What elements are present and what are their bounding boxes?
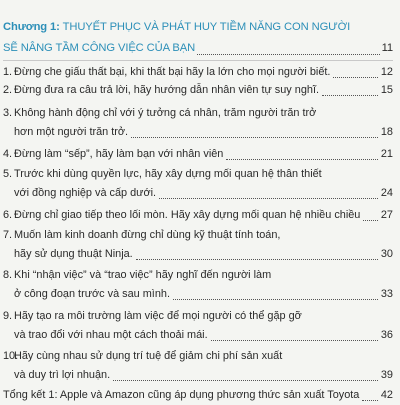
entry-title: Đừng đưa ra câu trả lời, hãy hướng dẫn nhân viên tự suy nghĩ. (14, 84, 319, 96)
entry-page-number: 27 (380, 209, 393, 221)
chapter-title-line-2: SẼ NÂNG TẦM CÔNG VIỆC CỦA BẠN (3, 42, 196, 54)
entry-title-continued: hãy sử dụng thuật Ninja. (14, 248, 133, 260)
entry-title-continued: hơn một người trăn trở. (14, 126, 129, 138)
summary-page-number: 42 (380, 389, 393, 401)
entry-title: Đừng chỉ giao tiếp theo lối mòn. Hãy xây dựng mối quan hệ nhiều chiều (14, 209, 361, 221)
entry-number: 5. (3, 168, 13, 180)
dot-leader (136, 259, 378, 260)
entry-page-number: 15 (380, 84, 393, 96)
entry-title: Không hành động chỉ với ý tưởng cá nhân, trăm người trăn trở (14, 107, 317, 119)
entry-number: 8. (3, 269, 13, 281)
dot-leader (197, 54, 379, 55)
dot-leader (363, 220, 378, 221)
entry-title-continued: và duy trì lợi nhuận. (14, 369, 111, 381)
entry-title: Đừng che giấu thất bại, khi thất bại hãy la lớn cho mọi người biết. (14, 66, 331, 78)
toc-entry-1[interactable] (3, 63, 393, 82)
dot-leader (211, 340, 378, 341)
chapter-divider (3, 60, 393, 61)
entry-title: Trước khi dùng quyền lực, hãy xây dựng mối quan hệ thân thiết (14, 168, 322, 180)
entry-number: 9. (3, 310, 13, 322)
entry-number: 7. (3, 229, 13, 241)
dot-leader (322, 95, 378, 96)
entry-page-number: 39 (380, 369, 393, 381)
toc-entry-2[interactable] (3, 81, 393, 100)
entry-title: Khi “nhận việc” và “trao việc” hãy nghĩ đến người làm (14, 269, 272, 281)
dot-leader (131, 137, 378, 138)
toc-entry-9[interactable] (3, 307, 393, 345)
entry-title: Hãy cùng nhau sử dụng trí tuệ để giảm chi phí sản xuất (14, 350, 283, 362)
entry-page-number: 36 (380, 329, 393, 341)
entry-page-number: 33 (380, 288, 393, 300)
dot-leader (226, 159, 378, 160)
entry-page-number: 18 (380, 126, 393, 138)
entry-number: 6. (3, 209, 13, 221)
dot-leader (113, 380, 378, 381)
chapter-page-number: 11 (381, 42, 393, 54)
dot-leader (173, 299, 378, 300)
dot-leader (159, 198, 378, 199)
entry-number: 10. (3, 350, 19, 362)
chapter-number: Chương 1: (3, 21, 60, 33)
entry-title: Muốn làm kinh doanh đừng chỉ dùng kỹ thuật tính toán, (14, 229, 281, 241)
dot-leader (362, 400, 378, 401)
toc-summary-entry[interactable] (3, 386, 393, 405)
toc-entry-10[interactable] (3, 347, 393, 385)
entry-number: 4. (3, 148, 13, 160)
entry-number: 1. (3, 66, 13, 78)
chapter-heading (3, 17, 393, 59)
entry-title-continued: ở công đoạn trước và sau mình. (14, 288, 170, 300)
entry-title-continued: và trao đổi với nhau một cách thoải mái. (14, 329, 208, 341)
entry-title-continued: với đồng nghiệp và cấp dưới. (14, 187, 157, 199)
toc-entry-8[interactable] (3, 266, 393, 304)
toc-entry-5[interactable] (3, 165, 393, 203)
toc-entry-4[interactable] (3, 145, 393, 164)
entry-page-number: 12 (380, 66, 393, 78)
entry-page-number: 24 (380, 187, 393, 199)
dot-leader (333, 77, 377, 78)
entry-title: Đừng làm “sếp”, hãy làm bạn với nhân viên (14, 148, 224, 160)
entry-number: 2. (3, 84, 13, 96)
entry-title: Hãy tạo ra môi trường làm việc để mọi người có thể gặp gỡ (14, 310, 302, 322)
toc-entry-7[interactable] (3, 226, 393, 264)
toc-entry-3[interactable] (3, 104, 393, 142)
summary-title: Tổng kết 1: Apple và Amazon cũng áp dụng phương thức sản xuất Toyota (3, 389, 360, 401)
chapter-title-line-1: THUYẾT PHỤC VÀ PHÁT HUY TIỀM NĂNG CON NGƯỜI (62, 21, 351, 33)
entry-page-number: 21 (380, 148, 393, 160)
toc-entry-6[interactable] (3, 206, 393, 225)
entry-page-number: 30 (380, 248, 393, 260)
entry-number: 3. (3, 107, 13, 119)
